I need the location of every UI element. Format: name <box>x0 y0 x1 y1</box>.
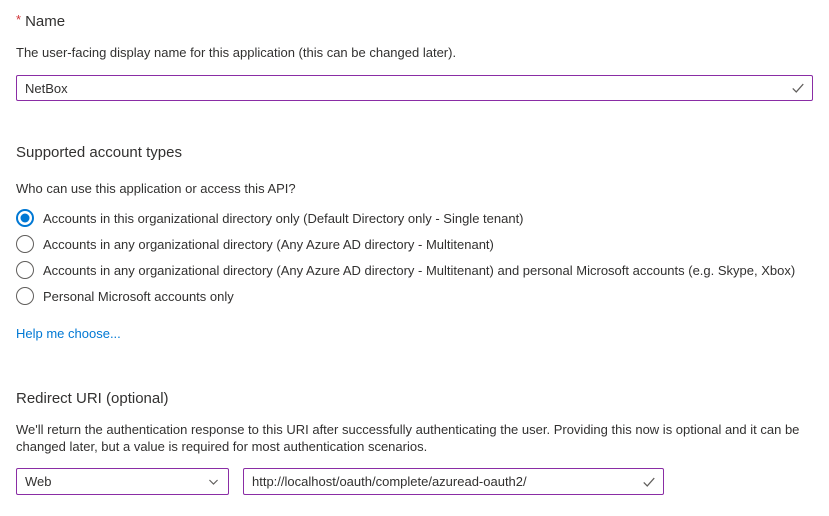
name-title-text: Name <box>25 13 66 30</box>
redirect-uri-controls <box>16 468 813 495</box>
account-types-title: Supported account types <box>16 144 182 161</box>
account-types-radio-group <box>16 205 813 309</box>
redirect-uri-title: Redirect URI (optional) <box>16 390 169 407</box>
platform-select[interactable] <box>16 468 229 495</box>
radio-multitenant-personal[interactable] <box>16 257 813 283</box>
radio-unselected-icon[interactable] <box>16 287 34 305</box>
platform-select-value: Web <box>25 474 52 489</box>
required-asterisk: * <box>16 12 22 27</box>
name-section-title <box>16 10 813 31</box>
radio-selected-icon[interactable] <box>16 209 34 227</box>
radio-label: Accounts in any organizational directory (Any Azure AD directory - Multitenant) and personal Microsoft accounts (e.g. Skype, Xbox) <box>43 262 796 278</box>
name-section <box>16 10 813 101</box>
uri-input-wrap <box>243 468 664 495</box>
account-types-question: Who can use this application or access this API? <box>16 181 296 196</box>
radio-label: Personal Microsoft accounts only <box>43 288 234 304</box>
name-input-wrap <box>16 75 813 101</box>
name-description: The user-facing display name for this application (this can be changed later). <box>16 45 457 60</box>
radio-personal-only[interactable] <box>16 283 813 309</box>
radio-unselected-icon[interactable] <box>16 261 34 279</box>
radio-label: Accounts in any organizational directory (Any Azure AD directory - Multitenant) <box>43 236 494 252</box>
redirect-uri-input[interactable] <box>243 468 664 495</box>
redirect-uri-description: We'll return the authentication response to this URI after successfully authenticating the user. Providing this now is optional and it can be changed later, but a value is required for most authentication scenarios. <box>16 422 800 454</box>
account-types-section <box>16 143 813 343</box>
help-me-choose-link[interactable]: Help me choose... <box>16 326 121 341</box>
radio-unselected-icon[interactable] <box>16 235 34 253</box>
radio-multitenant[interactable] <box>16 231 813 257</box>
radio-label: Accounts in this organizational directory only (Default Directory only - Single tenant) <box>43 210 524 226</box>
redirect-uri-section <box>16 389 813 495</box>
chevron-down-icon <box>207 475 220 488</box>
radio-single-tenant[interactable] <box>16 205 813 231</box>
name-input[interactable] <box>16 75 813 101</box>
